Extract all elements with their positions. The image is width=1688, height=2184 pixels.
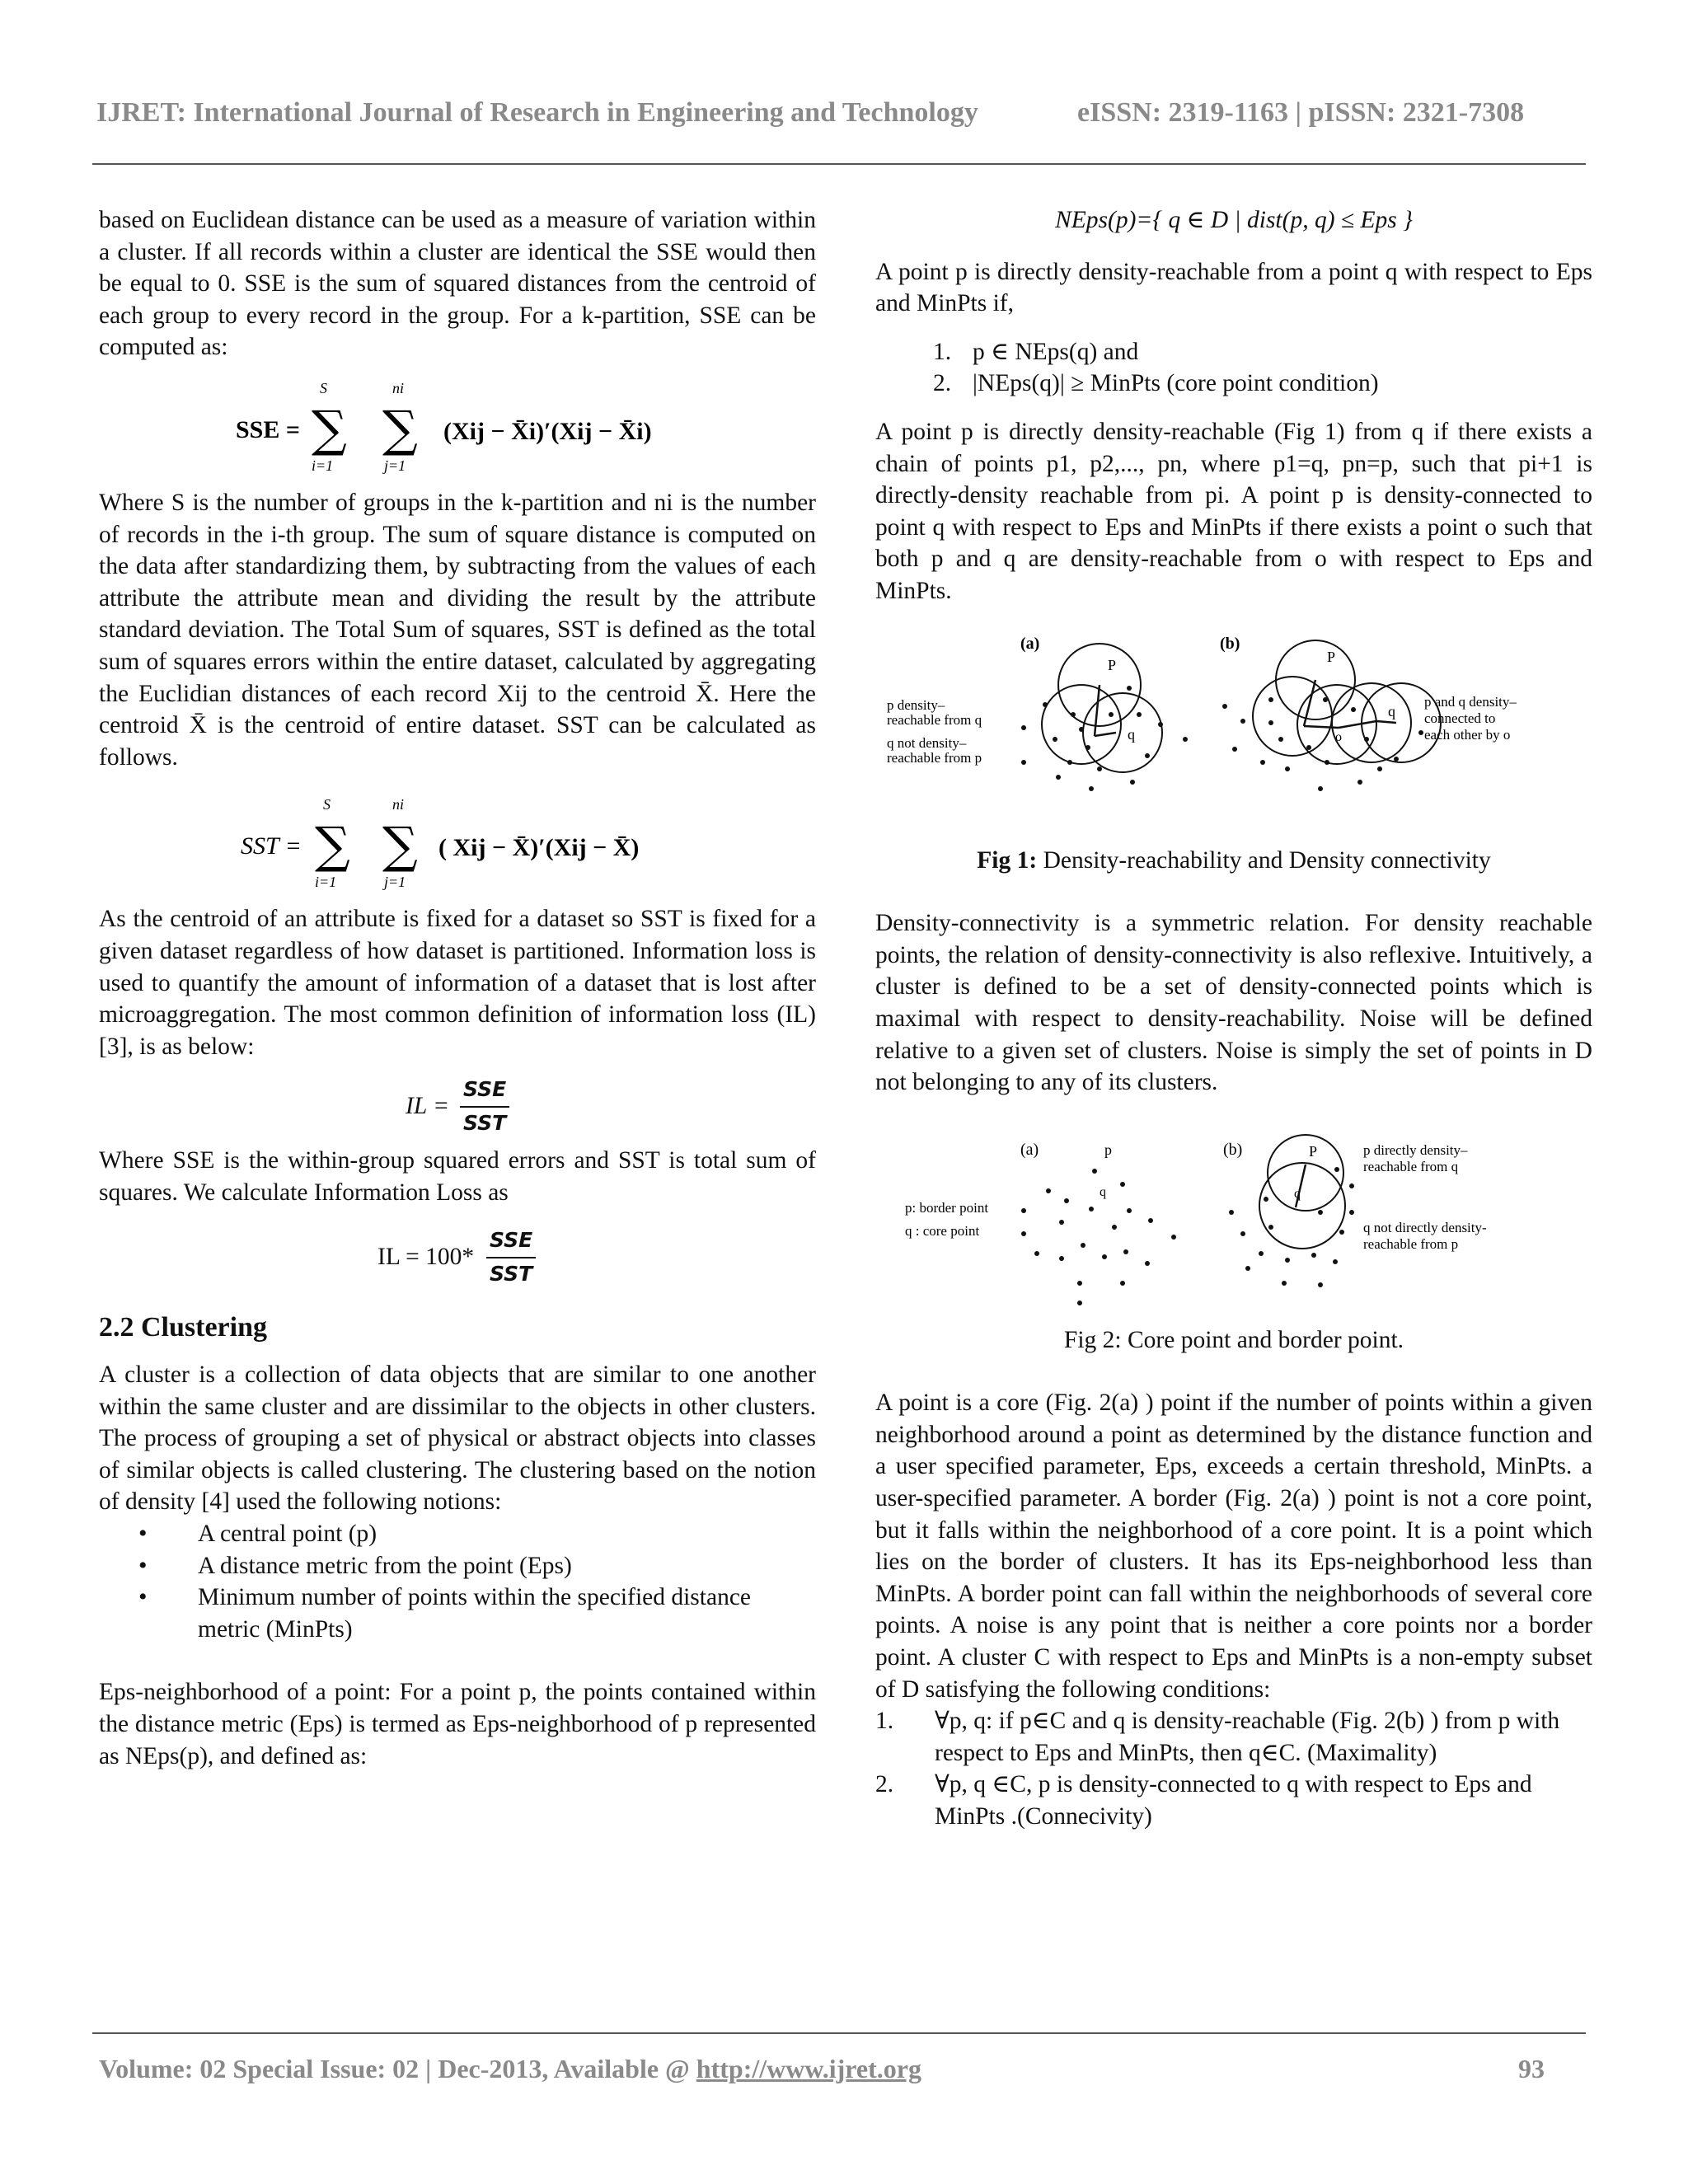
svg-text:q: q bbox=[1128, 725, 1135, 743]
svg-text:q: q bbox=[1388, 702, 1395, 719]
page-number: 93 bbox=[1518, 2054, 1545, 2083]
svg-text:i=1: i=1 bbox=[312, 457, 334, 474]
svg-text:reachable from q: reachable from q bbox=[887, 711, 982, 728]
svg-text:p density–: p density– bbox=[887, 696, 945, 713]
svg-text:j=1: j=1 bbox=[384, 457, 406, 474]
il2-equation bbox=[99, 1208, 816, 1294]
svg-text:∑: ∑ bbox=[315, 817, 350, 875]
paragraph: A cluster is a collection of data objects that are similar to one another within the same cluster and are dissimilar to the objects in other clusters. The process of grouping a set of physical or abstract objects into classes of similar objects is called clustering. The clustering based on the notion of density [4] used the following notions: bbox=[99, 1361, 816, 1516]
list-item: • A distance metric from the point (Eps) bbox=[198, 1550, 816, 1582]
paragraph: As the centroid of an attribute is fixed for a dataset so SST is fixed for a given dataset regardless of how dataset is partitioned. Information loss is used to quantify the amount of information of a dataset that is lost after microaggregation. The most common definition of information loss (IL) [3], is as below: bbox=[99, 906, 816, 1060]
footer-text: Volume: 02 Special Issue: 02 | Dec-2013, Available @ bbox=[99, 2054, 696, 2083]
svg-text:∑: ∑ bbox=[312, 400, 347, 458]
svg-text:p directly density–: p directly density– bbox=[1363, 1141, 1468, 1158]
svg-text:each other by o: each other by o bbox=[1424, 726, 1511, 743]
svg-text:q not density–: q not density– bbox=[887, 734, 967, 751]
sst-formula bbox=[99, 773, 816, 903]
figure-2-diagram bbox=[875, 1130, 1592, 1315]
svg-text:S: S bbox=[323, 796, 331, 813]
sst-equation bbox=[99, 773, 816, 903]
sse-formula bbox=[99, 363, 816, 487]
cluster-conditions bbox=[875, 1705, 1592, 1832]
bullet-list bbox=[99, 1518, 816, 1645]
running-footer bbox=[99, 2054, 1550, 2084]
figure-1-caption: Fig 1: Density-reachability and Density connectivity bbox=[977, 846, 1491, 874]
figure-2 bbox=[875, 1130, 1592, 1315]
paragraph: Where S is the number of groups in the k-partition and ni is the number of records in the i-th group. The sum of square distance is computed on the data after standardizing them, by subtracting from the values of each attribute the attribute mean and dividing the result by the attribute standard deviation. The Total Sum of squares, SST is defined as the total sum of squares errors within the entire dataset, calculated by aggregating the Euclidian distances of each record Xij to the centroid X̄. Here the centroid X̄ is the centroid of entire dataset. SST can be calculated as follows. bbox=[99, 489, 816, 771]
list-item: • A central point (p) bbox=[198, 1518, 816, 1550]
list-item: 2. |NEps(q)| ≥ MinPts (core point condition) bbox=[933, 370, 1379, 397]
eq-lhs: SST = bbox=[241, 832, 302, 860]
eq-lhs: SSE = bbox=[236, 415, 300, 443]
figure-2-caption: Fig 2: Core point and border point. bbox=[1063, 1326, 1404, 1353]
svg-text:ni: ni bbox=[392, 379, 405, 396]
paragraph: A point p is directly density-reachable from a point q with respect to Eps and MinPts if, bbox=[875, 258, 1592, 317]
running-header bbox=[96, 97, 1580, 129]
svg-text:p and q density–: p and q density– bbox=[1424, 693, 1517, 710]
journal-link[interactable]: http://www.ijret.org bbox=[696, 2054, 921, 2083]
svg-text:reachable from p: reachable from p bbox=[887, 749, 982, 766]
svg-text:q: q bbox=[1294, 1186, 1301, 1201]
svg-text:∑: ∑ bbox=[382, 817, 418, 875]
paragraph: based on Euclidean distance can be used as a measure of variation within a cluster. If all records within a cluster are identical the SSE would then be equal to 0. SSE is the sum of squared distances from the centroid of each group to every record in the group. For a k-partition, SSE can be computed as: bbox=[99, 207, 816, 361]
paragraph: Density-connectivity is a symmetric relation. For density reachable points, the relation of density-connectivity is also reflexive. Intuitively, a cluster is defined to be a set of density-connected points which is maximal with respect to density-reachability. Noise will be defined relative to a given set of clusters. Noise is simply the set of points in D not belonging to any of its clusters. bbox=[875, 910, 1592, 1096]
paragraph: Where SSE is the within-group squared errors and SST is total sum of squares. We calculate Information Loss as bbox=[99, 1147, 816, 1206]
svg-text:q not directly density-: q not directly density- bbox=[1363, 1219, 1487, 1235]
journal-title: IJRET: International Journal of Research in Engineering and Technology bbox=[96, 97, 978, 128]
svg-text:p: p bbox=[1104, 1141, 1112, 1158]
svg-text:q: q bbox=[1100, 1184, 1106, 1199]
eq-term: ( Xij − X̄)′(Xij − X̄) bbox=[438, 834, 640, 862]
list-item: 1. p ∈ NEps(q) and bbox=[933, 338, 1139, 365]
svg-text:ni: ni bbox=[392, 796, 405, 813]
paragraph: A point p is directly density-reachable (Fig 1) from q if there exists a chain of points p1, p2,..., pn, where p1=q, pn=p, such that pi+1 is directly-density reachable from pi. A point p is density-connected to point q with respect to Eps and MinPts if there exists a point o such that both p and q are density-reachable from o with respect to Eps and MinPts. bbox=[875, 418, 1592, 604]
paragraph: Eps-neighborhood of a point: For a point p, the points contained within the distance metric (Eps) is termed as Eps-neighborhood of p represented as NEps(p), and defined as: bbox=[99, 1679, 816, 1769]
svg-text:connected to: connected to bbox=[1424, 710, 1496, 726]
eq-lhs: IL = bbox=[406, 1093, 449, 1120]
svg-text:∑: ∑ bbox=[382, 400, 418, 458]
paragraph: A point is a core (Fig. 2(a) ) point if the number of points within a given neighborhood around a point as determined by the distance function and a user specified parameter, Eps, exceeds a certain threshold, MinPts. a user-specified parameter. A border (Fig. 2(a) ) point is not a core point, but it falls within the neighborhood of a core point. It is a point which lies on the border of clusters. It has its Eps-neighborhood less than MinPts. A border point can fall within the neighborhoods of several core points. A noise is any point that is neither a core points nor a border point. A cluster C with respect to Eps and MinPts is a non-empty subset of D satisfying the following conditions: bbox=[875, 1390, 1592, 1703]
svg-text:reachable from q: reachable from q bbox=[1363, 1158, 1459, 1174]
list-item: 2. ∀p, q ∈C, p is density-connected to q with respect to Eps and MinPts .(Connecivity) bbox=[875, 1771, 1532, 1830]
svg-text:p: border point: p: border point bbox=[905, 1199, 989, 1216]
figure-1 bbox=[875, 624, 1592, 822]
condition-list bbox=[875, 336, 1592, 400]
neps-equation: NEps(p)={ q ∈ D | dist(p, q) ≤ Eps } bbox=[1055, 207, 1413, 233]
svg-text:S: S bbox=[320, 379, 327, 396]
svg-text:reachable from p: reachable from p bbox=[1363, 1235, 1459, 1252]
svg-text:o: o bbox=[1335, 729, 1342, 744]
svg-text:q : core point: q : core point bbox=[905, 1222, 980, 1239]
fraction: SSE SST bbox=[460, 1074, 509, 1139]
section-heading: 2.2 Clustering bbox=[99, 1312, 267, 1343]
eq-lhs: IL = 100* bbox=[377, 1244, 475, 1271]
issn: eISSN: 2319-1163 | pISSN: 2321-7308 bbox=[1077, 97, 1525, 128]
eq-term: (Xij − X̄i)′(Xij − X̄i) bbox=[443, 417, 652, 445]
il-equation bbox=[99, 1062, 816, 1145]
left-column bbox=[99, 204, 816, 1772]
fig-label: (a) bbox=[1020, 1140, 1039, 1159]
sse-equation bbox=[99, 363, 816, 487]
fig-label: (b) bbox=[1223, 1140, 1243, 1159]
svg-text:j=1: j=1 bbox=[384, 874, 406, 891]
list-item: 1. ∀p, q: if p∈C and q is density-reachable (Fig. 2(b) ) from p with respect to Eps and MinPts, then q∈C. (Maximality) bbox=[875, 1708, 1560, 1766]
fig-label: (b) bbox=[1220, 634, 1240, 653]
right-column bbox=[875, 204, 1592, 1833]
figure-1-diagram bbox=[875, 624, 1592, 822]
svg-text:P: P bbox=[1309, 1142, 1318, 1160]
fig-label: (a) bbox=[1020, 634, 1040, 653]
svg-text:i=1: i=1 bbox=[315, 874, 337, 891]
footer-rule bbox=[92, 2032, 1586, 2034]
svg-text:P: P bbox=[1108, 656, 1117, 673]
fraction: SSE SST bbox=[486, 1225, 536, 1290]
svg-text:P: P bbox=[1327, 648, 1336, 665]
list-item: • Minimum number of points within the specified distance metric (MinPts) bbox=[198, 1582, 816, 1645]
header-rule bbox=[92, 163, 1586, 165]
